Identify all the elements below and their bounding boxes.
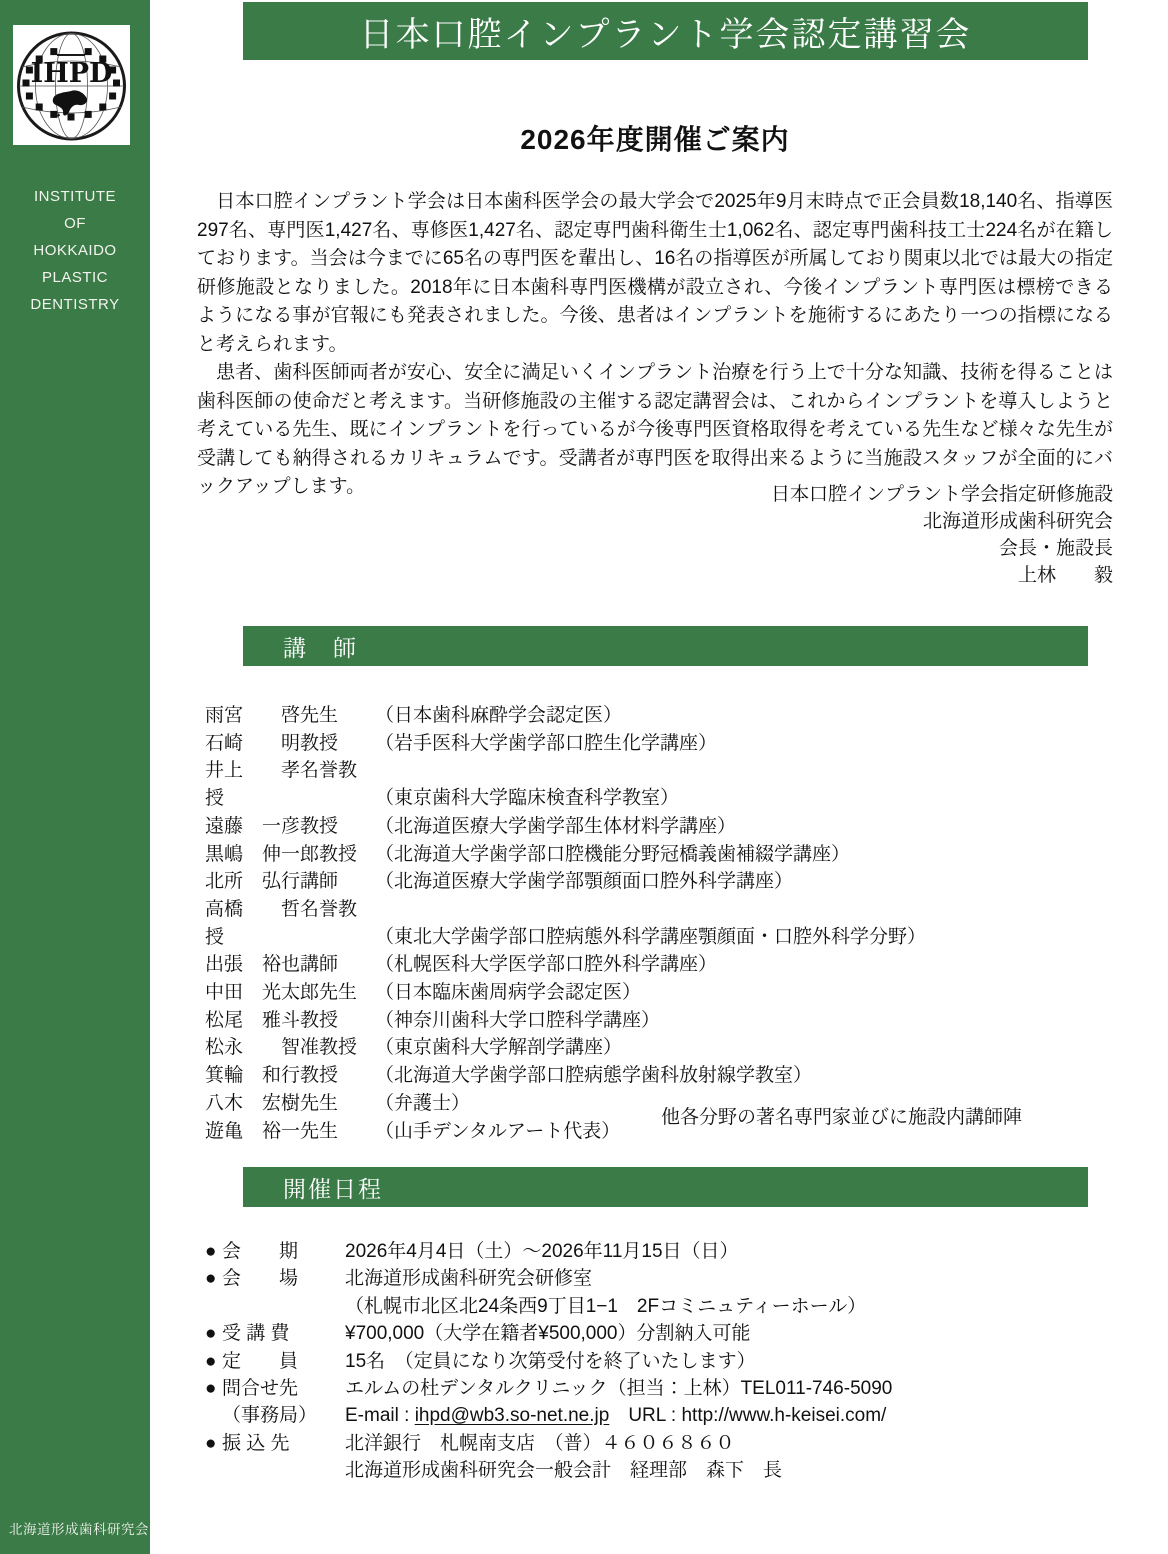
lecturer-name: 松尾 雅斗教授 xyxy=(205,1009,339,1031)
schedule-row xyxy=(205,1430,892,1457)
schedule-value xyxy=(345,1405,886,1426)
lecturer-affiliation: （東京歯科大学解剖学講座） xyxy=(375,1037,623,1059)
schedule-row xyxy=(205,1375,892,1402)
lecturer-affiliation: （札幌医科大学医学部口腔外科学講座） xyxy=(375,954,718,976)
schedule-label: 受 講 費 xyxy=(222,1323,290,1345)
bullet-icon: ● xyxy=(205,1378,217,1400)
schedule-row xyxy=(205,1348,892,1375)
schedule-row-email xyxy=(205,1402,892,1429)
lecturer-name: 北所 弘行講師 xyxy=(205,871,339,893)
intro-paragraph-2: 患者、歯科医師両者が安心、安全に満足いくインプラント治療を行う上で十分な知識、技術を得ることは歯科医師の使命だと考えます。当研修施設の主催する認定講習会は、これからインプラントを導入しようと考えている先生、既にインプラントを行っているが今後専門医資格取得を考えている先生など様々な先生が受講しても納得されるカリキュラムです。受講者が専門医を取得出来るように当施設スタッフが全面的にバックアップします。 xyxy=(197,362,1113,497)
institute-line: DENTISTRY xyxy=(30,296,120,313)
lecturer-affiliation: （日本臨床歯周病学会認定医） xyxy=(375,982,642,1004)
lecturer-affiliation: （北海道医療大学歯学部生体材料学講座） xyxy=(375,815,737,837)
schedule-row xyxy=(205,1457,892,1484)
lecturer-row xyxy=(205,1007,926,1035)
schedule-value: 北海道形成歯科研究会一般会計 経理部 森下 長 xyxy=(345,1460,783,1482)
lecturer-name: 雨宮 啓先生 xyxy=(205,705,339,726)
lecturer-affiliation: （北海道大学歯学部口腔病態学歯科放射線学教室） xyxy=(375,1065,813,1087)
lecturer-row xyxy=(205,979,926,1007)
lecturer-list xyxy=(205,702,926,1145)
signature-line: 上林 毅 xyxy=(1017,565,1113,586)
lecturer-affiliation: （山手デンタルアート代表） xyxy=(375,1120,621,1142)
lecturer-name: 箕輪 和行教授 xyxy=(205,1065,339,1087)
lecturer-name: 黒嶋 伸一郎教授 xyxy=(205,843,358,865)
schedule-value: エルムの杜デンタルクリニック（担当：上林）TEL011-746-5090 xyxy=(345,1378,893,1400)
lecturer-row xyxy=(205,868,926,896)
lecturer-affiliation: （東京歯科大学臨床検査科学教室） xyxy=(375,788,680,810)
sidebar xyxy=(0,0,150,1554)
section-header-schedule: 開催日程 xyxy=(243,1167,1088,1207)
bullet-icon: ● xyxy=(205,1268,217,1290)
lecturer-row xyxy=(205,757,926,812)
institute-name xyxy=(0,183,150,318)
lecturer-row xyxy=(205,841,926,869)
schedule-row xyxy=(205,1238,892,1265)
signature-line: 北海道形成歯科研究会 xyxy=(922,511,1113,532)
schedule-row xyxy=(205,1320,892,1347)
lecturer-name: 中田 光太郎先生 xyxy=(205,982,358,1004)
banner-title: 日本口腔インプラント学会認定講習会 xyxy=(243,2,1088,60)
email-link[interactable]: ihpd@wb3.so-net.ne.jp xyxy=(414,1405,610,1427)
intro-section xyxy=(197,188,1113,502)
lecturer-affiliation: （日本歯科麻酔学会認定医） xyxy=(375,705,623,726)
lecturer-name: 高橋 哲名誉教授 xyxy=(205,898,358,948)
institute-line: INSTITUTE xyxy=(34,188,116,205)
lecturer-name: 石崎 明教授 xyxy=(205,732,339,754)
lecturer-name: 遊亀 裕一先生 xyxy=(205,1120,339,1142)
bullet-icon: ● xyxy=(205,1323,217,1345)
schedule-label: 問合せ先 xyxy=(222,1378,299,1400)
lecturer-name: 遠藤 一彦教授 xyxy=(205,815,339,837)
lecturer-row xyxy=(205,896,926,951)
institute-line: HOKKAIDO xyxy=(33,242,117,259)
ihpd-logo-image xyxy=(13,25,130,145)
schedule-row xyxy=(205,1265,892,1292)
document-title: 2026年度開催ご案内 xyxy=(520,124,790,155)
intro-paragraph-1: 日本口腔インプラント学会は日本歯科医学会の最大学会で2025年9月末時点で正会員数18,140名、指導医297名、専門医1,427名、専修医1,427名、認定専門歯科衛生士1,062名、認定専門歯科技工士224名が在籍しております。当会は今までに65名の専門医を輩出し、16名の指導医が所属しており関東以北では最大の指定研修施設となりました。2018年に日本歯科専門医機構が設立され、今後インプラント専門医は標榜できるようになる事が官報にも発表されました。今後、患者はインプラントを施術するにあたり一つの指標になると考えられます。 xyxy=(197,191,1113,355)
schedule-label: 会 期 xyxy=(222,1241,299,1262)
lecturer-affiliation: （北海道大学歯学部口腔機能分野冠橋義歯補綴学講座） xyxy=(375,843,851,865)
lecturer-name: 井上 孝名誉教授 xyxy=(205,760,358,810)
schedule-label: 定 員 xyxy=(222,1350,299,1372)
schedule-value: 北洋銀行 札幌南支店 （普）４６０６８６０ xyxy=(345,1432,735,1454)
schedule-value: 15名 （定員になり次第受付を終了いたします） xyxy=(345,1350,756,1372)
lecturer-affiliation: （弁護士） xyxy=(375,1092,471,1114)
lecturer-affiliation: （岩手医科大学歯学部口腔生化学講座） xyxy=(375,732,718,754)
bullet-icon: ● xyxy=(205,1241,217,1262)
schedule-list xyxy=(205,1238,892,1485)
institute-line: PLASTIC xyxy=(41,269,109,286)
schedule-value: 北海道形成歯科研究会研修室 xyxy=(345,1268,593,1290)
bullet-icon: ● xyxy=(205,1432,217,1454)
institute-line: OF xyxy=(64,215,86,232)
schedule-row xyxy=(205,1293,892,1320)
lecturer-row xyxy=(205,730,926,758)
schedule-label: 振 込 先 xyxy=(222,1432,290,1454)
schedule-label: 会 場 xyxy=(222,1268,299,1290)
lecturer-affiliation: （神奈川歯科大学口腔科学講座） xyxy=(375,1009,661,1031)
url-text: URL : http://www.h-keisei.com/ xyxy=(609,1405,887,1427)
sidebar-footer-label: 北海道形成歯科研究会 xyxy=(9,1522,149,1537)
lecturer-affiliation: （北海道医療大学歯学部顎顔面口腔外科学講座） xyxy=(375,871,794,893)
lecturer-row xyxy=(205,813,926,841)
logo-text: IHPD xyxy=(30,58,113,89)
schedule-value: ¥700,000（大学在籍者¥500,000）分割納入可能 xyxy=(345,1323,751,1345)
lecturer-row xyxy=(205,1034,926,1062)
bullet-icon: ● xyxy=(205,1350,217,1372)
schedule-value: 2026年4月4日（土）～2026年11月15日（日） xyxy=(345,1241,739,1262)
lecturer-name: 八木 宏樹先生 xyxy=(205,1092,339,1114)
email-prefix: E-mail : xyxy=(345,1405,415,1427)
lecturer-row xyxy=(205,1062,926,1090)
signature-line: 会長・施設長 xyxy=(998,538,1113,559)
schedule-value: （札幌市北区北24条西9丁目1−1 2Fコミニュティーホール） xyxy=(345,1295,867,1317)
signature-block xyxy=(197,481,1113,589)
lecturer-name: 出張 裕也講師 xyxy=(205,954,339,976)
lecturer-name: 松永 智准教授 xyxy=(205,1037,358,1059)
signature-line: 日本口腔インプラント学会指定研修施設 xyxy=(770,484,1113,505)
section-header-lecturers: 講 師 xyxy=(243,626,1088,666)
schedule-label: （事務局） xyxy=(222,1405,318,1427)
lecturer-row xyxy=(205,702,926,730)
lecturer-row xyxy=(205,951,926,979)
ihpd-logo xyxy=(13,25,130,145)
lecturer-affiliation: （東北大学歯学部口腔病態外科学講座顎顔面・口腔外科学分野） xyxy=(375,926,927,948)
lecturers-note: 他各分野の著名専門家並びに施設内講師陣 xyxy=(660,1107,1022,1128)
